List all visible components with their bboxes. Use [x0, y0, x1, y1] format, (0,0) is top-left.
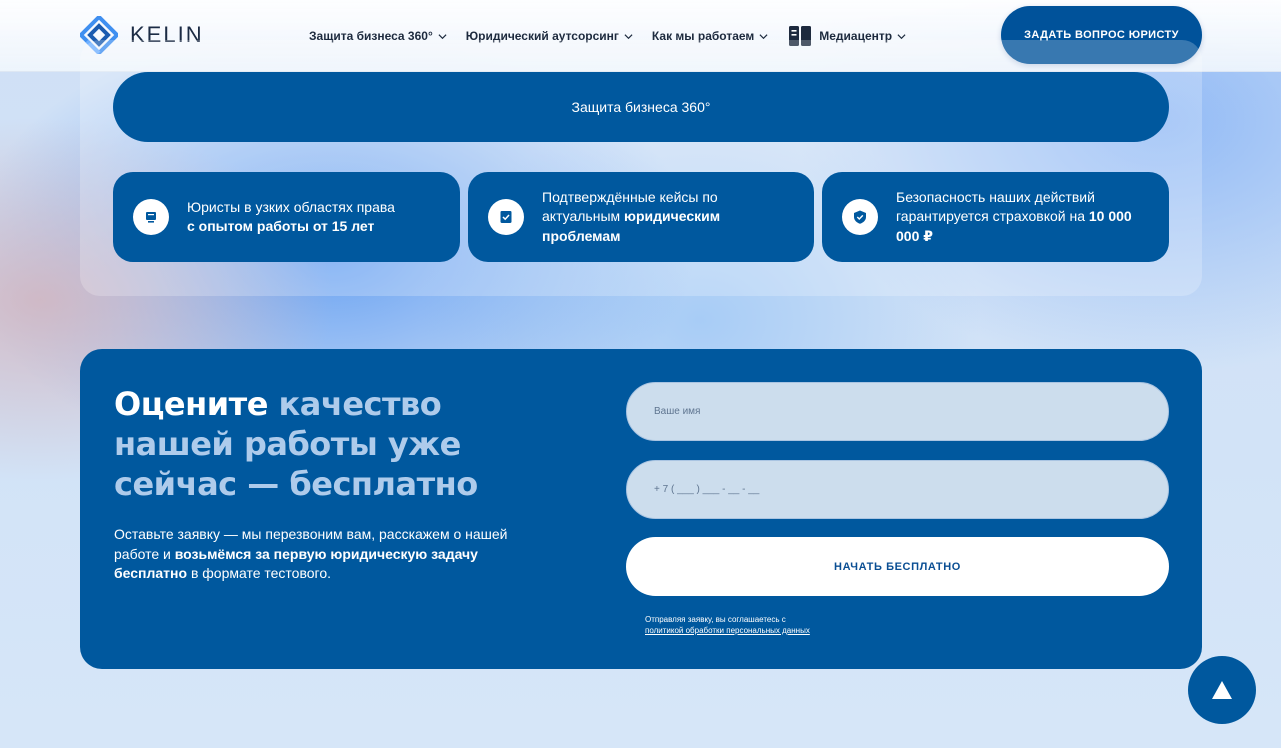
privacy-policy-link[interactable]: политикой обработки персональных данных: [645, 626, 810, 635]
consent-note: Отправляя заявку, вы соглашаетесь с политикой обработки персональных данных: [645, 615, 810, 635]
nav-item-label: Как мы работаем: [651, 29, 755, 43]
arrow-up-icon: [1211, 680, 1233, 700]
nav-item-label: Юридический аутсорсинг: [465, 29, 619, 43]
logo-text: KELIN: [130, 22, 204, 47]
ask-lawyer-button[interactable]: ЗАДАТЬ ВОПРОС ЮРИСТУ: [1001, 6, 1202, 64]
shield-icon: [842, 199, 878, 235]
submit-button[interactable]: НАЧАТЬ БЕСПЛАТНО: [626, 537, 1169, 596]
feature-text: Подтверждённые кейсы по актуальным юридическим проблемам: [542, 188, 721, 244]
feature-card-lawyers: [113, 172, 460, 262]
name-input[interactable]: Ваше имя: [626, 382, 1169, 441]
feature-text: Юристы в узких областях права с опытом работы от 15 лет: [187, 198, 395, 234]
feature-card-insurance: [822, 172, 1169, 262]
scroll-to-top-button[interactable]: [1188, 656, 1256, 724]
form-title: Оцените качество нашей работы уже сейчас — бесплатно: [114, 385, 478, 503]
phone-input[interactable]: + 7 ( ___ ) ___ - __ - __: [626, 460, 1169, 519]
protection-tab[interactable]: Защита бизнеса 360°: [113, 72, 1169, 142]
feature-card-cases: [468, 172, 814, 262]
lawyer-icon: [133, 199, 169, 235]
case-check-icon: [488, 199, 524, 235]
feature-text: Безопасность наших действий гарантируется страховкой на 10 000 000 ₽: [896, 188, 1132, 244]
form-description: Оставьте заявку — мы перезвоним вам, расскажем о нашей работе и возьмёмся за первую юридическую задачу бесплатно в формате тестового.: [114, 526, 508, 581]
nav-item-label: Медиацентр: [819, 29, 893, 43]
nav-item-label: Защита бизнеса 360°: [309, 29, 433, 43]
